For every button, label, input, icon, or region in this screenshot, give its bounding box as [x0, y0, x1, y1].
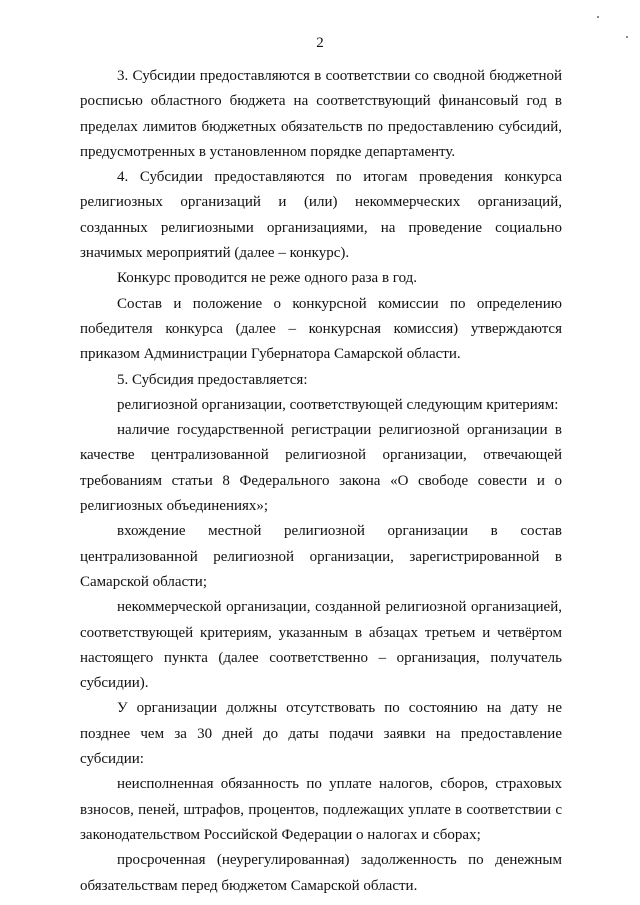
scan-speck — [626, 36, 628, 38]
paragraph-religious-org: религиозной организации, соответствующей следующим критериям: — [117, 396, 559, 413]
document-body — [80, 64, 562, 899]
paragraph-requirements-intro: У организации должны отсутствовать по состоянию на дату не позднее чем за 30 дней до даты подачи заявки на предоставление субсидии: — [80, 700, 562, 768]
paragraph-clause-3: 3. Субсидии предоставляются в соответствии со сводной бюджетной росписью областного бюджета на соответствующий финансовый год в пределах лимитов бюджетных обязательств по предоставлению субсидий, предусмотренных в установленном порядке департаменту. — [80, 68, 562, 160]
paragraph-nonprofit-org: некоммерческой организации, созданной религиозной организацией, соответствующей критериям, указанным в абзацах третьем и четвёртом настоящего пункта (далее соответственно – организация, получатель субсидии). — [80, 599, 562, 692]
paragraph-criterion-registration: наличие государственной регистрации религиозной организации в качестве централизованной религиозной организации, отвечающей требованиям статьи 8 Федерального закона «О свободе совести и о религиозных объединениях»; — [80, 422, 562, 515]
paragraph-commission: Состав и положение о конкурсной комиссии по определению победителя конкурса (далее – конкурсная комиссия) утверждаются приказом Администрации Губернатора Самарской области. — [80, 295, 562, 363]
page-number: 2 — [316, 35, 324, 51]
paragraph-tax-obligations: неисполненная обязанность по уплате налогов, сборов, страховых взносов, пеней, штрафов, процентов, подлежащих уплате в соответствии с законодательством Российской Федерации о налогах и сборах; — [80, 776, 562, 843]
paragraph-clause-4: 4. Субсидии предоставляются по итогам проведения конкурса религиозных организаций и (или) некоммерческих организаций, созданных религиозными организациями, на проведение социально значимых мероприятий (далее – конкурс). — [80, 169, 562, 262]
paragraph-criterion-membership: вхождение местной религиозной организации в состав централизованной религиозной организации, зарегистрированной в Самарской области; — [80, 523, 562, 590]
paragraph-overdue-debt: просроченная (неурегулированная) задолженность по денежным обязательствам перед бюджетом Самарской области. — [80, 852, 562, 894]
paragraph-contest-frequency: Конкурс проводится не реже одного раза в год. — [117, 270, 418, 287]
paragraph-clause-5: 5. Субсидия предоставляется: — [117, 371, 308, 388]
scan-speck — [597, 16, 599, 18]
